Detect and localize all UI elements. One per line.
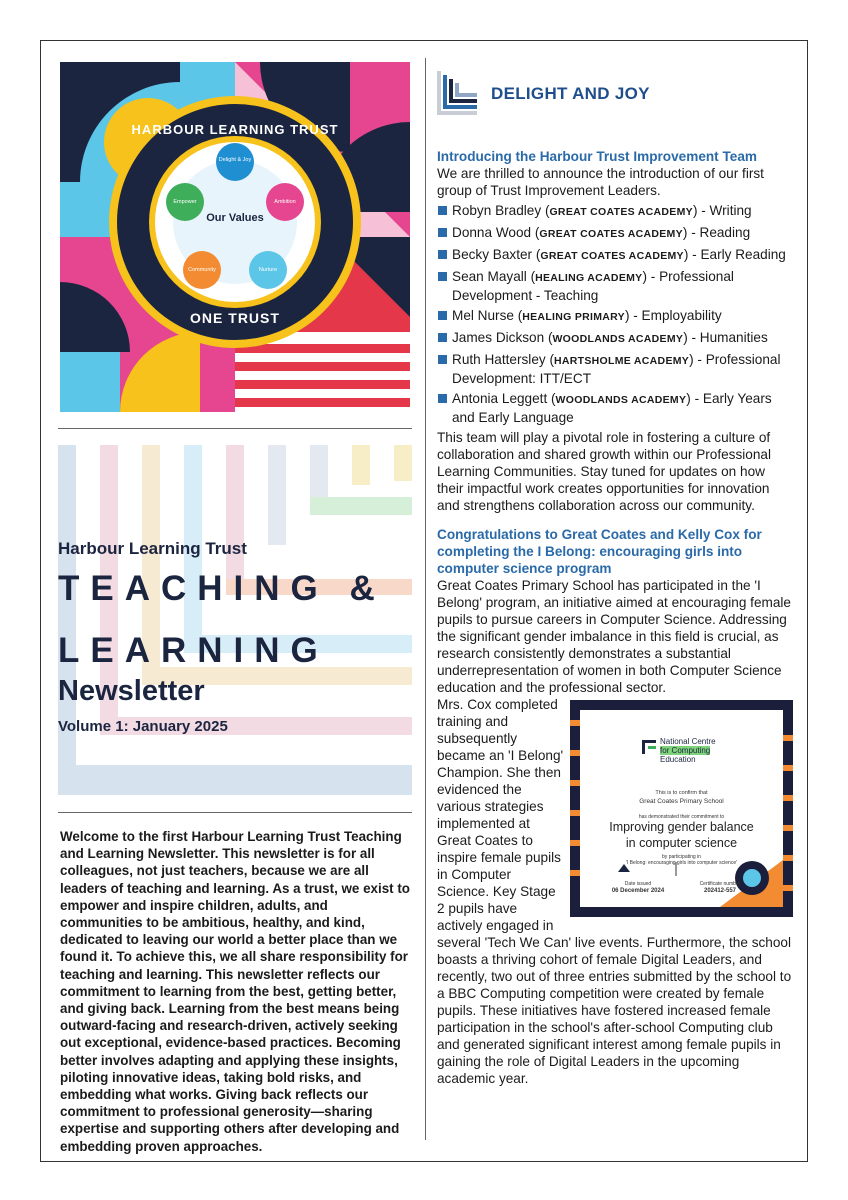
team-member: [437, 390, 793, 426]
certificate-body: [580, 710, 783, 907]
bullet-square-icon: [438, 272, 447, 281]
section-lines-icon: [437, 71, 481, 117]
cert-confirm: This is to confirm that: [655, 790, 708, 796]
cert-headline1: Improving gender balance: [609, 820, 754, 834]
certificate-org: [660, 737, 760, 764]
masthead-title-line1: TEACHING &: [58, 569, 386, 608]
divider-bottom: [58, 812, 412, 813]
cert-number-label: Certificate number: [699, 881, 741, 887]
bullet-square-icon: [438, 355, 447, 364]
section-header: [437, 68, 793, 120]
cert-programme: 'I Belong: encouraging girls into computer science': [625, 860, 738, 866]
cert-by: by participating in: [662, 854, 701, 860]
team-member: [437, 268, 793, 304]
seal-ring-top: HARBOUR LEARNING TRUST: [131, 122, 339, 137]
bullet-square-icon: [438, 206, 447, 215]
bullet-square-icon: [438, 394, 447, 403]
member-school: GREAT COATES ACADEMY: [549, 206, 693, 218]
member-name: Antonia Leggett (: [452, 391, 556, 406]
cert-number: 202412-557: [703, 888, 737, 894]
masthead-volume: Volume 1: January 2025: [58, 718, 228, 735]
intro-paragraph: Welcome to the first Harbour Learning Trust Teaching and Learning Newsletter. This newsletter is for all colleagues, not just teachers, because we are all leaders of teaching and learning. As a trust, we exist to empower and inspire children, adults, and communities to be ambitious, healthy, and kind, dedicated to leaving our world a better place than we found it. To achieve this, we all share responsibility for teaching and learning. This newsletter reflects our commitment to learning from the best, getting better, and giving back. Learning from the best means being outward-facing and research-driven, actively seeking out exceptional, evidence-based practices. Becoming better involves adapting and applying these insights, piloting innovative ideas, taking bold risks, and embedding what works. Giving back reflects our commitment to professional generosity—sharing expertise and supporting others after developing and embedding proven approaches.: [60, 829, 410, 1154]
article1-intro: We are thrilled to announce the introduction of our first group of Trust Improvement Leaders.: [437, 166, 764, 198]
member-name: Ruth Hattersley (: [452, 352, 554, 367]
cert-demonstrated: has demonstrated their commitment to: [638, 814, 725, 820]
team-member: [437, 329, 793, 348]
trust-logo-artwork: [60, 62, 410, 412]
seal-ring-bottom: ONE TRUST: [190, 310, 280, 326]
value-nurture: Nurture: [258, 267, 278, 273]
member-role: ) - Early Reading: [683, 247, 786, 262]
masthead: [58, 445, 412, 797]
member-name: James Dickson (: [452, 330, 553, 345]
certificate-image: [570, 700, 793, 917]
member-role: ) - Early Years and Early Language: [452, 391, 772, 425]
team-member: [437, 224, 793, 243]
team-member: [437, 307, 793, 326]
member-role: ) - Professional Development: ITT/ECT: [452, 352, 781, 386]
divider-top: [58, 428, 412, 429]
bullet-square-icon: [438, 228, 447, 237]
member-school: GREAT COATES ACADEMY: [540, 250, 684, 262]
member-role: ) - Professional Development - Teaching: [452, 269, 734, 303]
member-role: ) - Employability: [624, 308, 722, 323]
member-school: HEALING PRIMARY: [522, 311, 625, 323]
column-divider: [425, 58, 426, 1140]
member-school: HEALING ACADEMY: [535, 272, 643, 284]
member-name: Robyn Bradley (: [452, 203, 550, 218]
section-label: DELIGHT AND JOY: [491, 84, 650, 103]
cert-org-line3: Education: [660, 755, 696, 764]
seal-center-text: Our Values: [206, 212, 264, 224]
bullet-square-icon: [438, 311, 447, 320]
member-name: Sean Mayall (: [452, 269, 536, 284]
article1-title: Introducing the Harbour Trust Improvement Team: [437, 149, 757, 164]
value-empower: Empower: [173, 199, 197, 205]
member-school: GREAT COATES ACADEMY: [539, 228, 683, 240]
value-ambition: Ambition: [274, 199, 296, 205]
team-member: [437, 351, 793, 387]
member-role: ) - Humanities: [683, 330, 768, 345]
member-name: Donna Wood (: [452, 225, 540, 240]
value-delight: Delight & Joy: [218, 157, 252, 163]
cert-org-line2: for Computing: [660, 746, 711, 755]
article1-outro: This team will play a pivotal role in fostering a culture of collaboration and shared growth within our Professional Learning Communities. Stay tuned for updates on how their impactful work creates opportunities for innovation and strengthens collaboration across our community.: [437, 430, 771, 513]
member-school: HARTSHOLME ACADEMY: [554, 355, 690, 367]
article2-title: Congratulations to Great Coates and Kelly Cox for completing the I Belong: encouraging girls into computer science program: [437, 527, 762, 576]
article2-para2: Mrs. Cox completed training and subsequently became an 'I Belong' Champion. She then evidenced the various strategies implemented at Great Coates to inspire female pupils in Computer Science. Key Stage 2 pupils have actively engaged in several 'Tech We Can' live events. Furthermore, the school boasts a thriving cohort of female Digital Leaders, and recently, two out of three entries submitted by the school to a BBC Computing competition were created by female pupils. These initiatives have fostered increased female participation in the school's after-school Computing club and generated significant interest among female pupils in gaining the role of Digital Leaders in the upcoming academic year.: [437, 697, 792, 1086]
masthead-subtitle: Newsletter: [58, 675, 205, 707]
cert-school: Great Coates Primary School: [639, 798, 724, 805]
cert-headline2: in computer science: [625, 836, 738, 850]
member-school: WOODLANDS ACADEMY: [555, 394, 687, 406]
cert-org-line1: National Centre: [660, 737, 716, 746]
article2-wrap: [437, 696, 793, 1087]
team-member: [437, 202, 793, 221]
member-name: Becky Baxter (: [452, 247, 541, 262]
member-role: ) - Reading: [682, 225, 751, 240]
member-role: ) - Writing: [692, 203, 752, 218]
value-community: Community: [188, 267, 216, 273]
masthead-title-line2: LEARNING: [58, 631, 329, 670]
team-member: [437, 246, 793, 265]
masthead-org-name: Harbour Learning Trust: [58, 539, 247, 558]
article2-para1: Great Coates Primary School has participated in the 'I Belong' program, an initiative aimed at encouraging female pupils to pursue careers in Computer Science. Addressing the significant gender imbalance in this field is crucial, as research consistently demonstrates a substantial underrepresentation of women in both Computer Science education and the professional sector.: [437, 578, 791, 695]
bullet-square-icon: [438, 333, 447, 342]
team-list: [437, 202, 793, 426]
cert-date-label: Date issued: [624, 881, 652, 887]
right-column: [437, 68, 793, 1087]
member-name: Mel Nurse (: [452, 308, 523, 323]
member-school: WOODLANDS ACADEMY: [552, 333, 684, 345]
bullet-square-icon: [438, 250, 447, 259]
cert-date: 06 December 2024: [611, 888, 665, 894]
